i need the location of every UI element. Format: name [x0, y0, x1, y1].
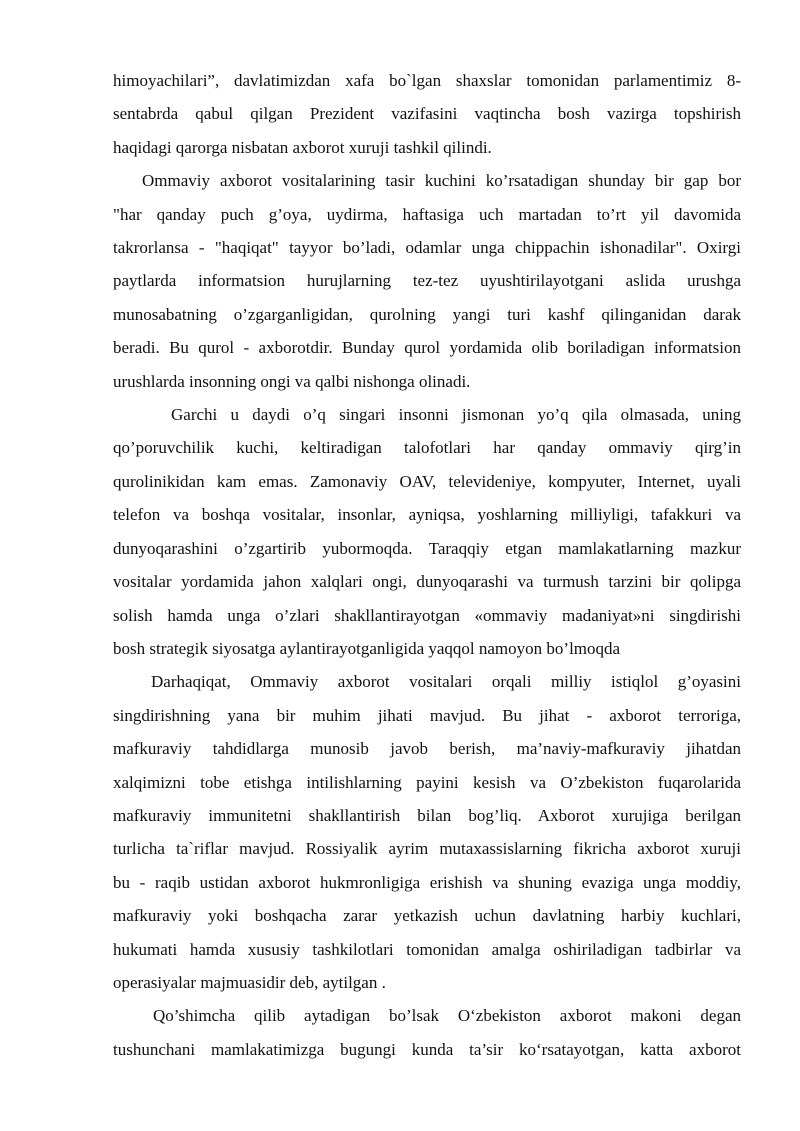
text-line: mafkuraviy immunitetni shakllantirish bilan bog’liq. Axborot xurujiga berilgan: [113, 805, 741, 825]
text-line: "har qanday puch g’oya, uydirma, haftasiga uch martadan to’rt yil davomida: [113, 204, 741, 224]
text-line: xalqimizni tobe etishga intilishlarning payini kesish va O’zbekiston fuqarolarida: [113, 772, 741, 792]
text-line: bosh strategik siyosatga aylantirayotganligida yaqqol namoyon bo’lmoqda: [113, 638, 621, 658]
text-line: takrorlansa - "haqiqat" tayyor bo’ladi, odamlar unga chippachin ishonadilar". Oxirgi: [113, 238, 741, 258]
text-line: qo’poruvchilik kuchi, keltiradigan talofotlari har qanday ommaviy qirg’in: [113, 438, 741, 458]
text-line: munosabatning o’zgarganligidan, qurolning yangi turi kashf qilinganidan darak: [113, 304, 741, 324]
text-line: telefon va boshqa vositalar, insonlar, ayniqsa, yoshlarning milliyligi, tafakkuri va: [113, 505, 741, 525]
text-line: sentabrda qabul qilgan Prezident vazifasini vaqtincha bosh vazirga topshirish: [113, 104, 741, 124]
text-line: urushlarda insonning ongi va qalbi nishonga olinadi.: [113, 371, 471, 391]
text-line: turlicha ta`riflar mavjud. Rossiyalik ayrim mutaxassislarning fikricha axborot xuruji: [113, 839, 741, 859]
text-line: mafkuraviy tahdidlarga munosib javob berish, ma’naviy-mafkuraviy jihatdan: [113, 739, 741, 759]
text-line: vositalar yordamida jahon xalqlari ongi, dunyoqarashi va turmush tarzini bir qolipga: [113, 572, 741, 592]
text-line: mafkuraviy yoki boshqacha zarar yetkazish uchun davlatning harbiy kuchlari,: [113, 906, 741, 926]
paragraph-1: [113, 64, 741, 164]
text-line: beradi. Bu qurol - axborotdir. Bunday qurol yordamida olib boriladigan informatsion: [113, 338, 741, 358]
text-line: himoyachilari”, davlatimizdan xafa bo`lgan shaxslar tomonidan parlamentimiz 8-: [113, 71, 741, 90]
text-line: qurolinikidan kam emas. Zamonaviy OAV, televideniye, kompyuter, Internet, uyali: [113, 471, 741, 491]
paragraph-3: [113, 398, 741, 665]
text-line: bu - raqib ustidan axborot hukmronligiga erishish va shuning evaziga unga moddiy,: [113, 872, 741, 892]
text-line: dunyoqarashini o’zgartirib yubormoqda. Taraqqiy etgan mamlakatlarning mazkur: [113, 538, 741, 558]
text-line: haqidagi qarorga nisbatan axborot xuruji tashkil qilindi.: [113, 137, 492, 157]
text-line: singdirishning yana bir muhim jihati mavjud. Bu jihat - axborot terroriga,: [113, 705, 741, 725]
text-line: operasiyalar majmuasidir deb, aytilgan .: [113, 972, 386, 992]
paragraph-2: [113, 164, 741, 398]
text-line: tushunchani mamlakatimizga bugungi kunda ta’sir ko‘rsatayotgan, katta axborot: [113, 1039, 741, 1059]
text-line: Ommaviy axborot vositalarining tasir kuchini ko’rsatadigan shunday bir gap bor: [142, 171, 741, 191]
text-line: Garchi u daydi o’q singari insonni jismonan yo’q qila olmasada, uning: [171, 405, 741, 425]
paragraph-4: [113, 665, 741, 999]
text-line: Darhaqiqat, Ommaviy axborot vositalari orqali milliy istiqlol g’oyasini: [151, 672, 741, 692]
document-page: [113, 64, 741, 1066]
text-line: hukumati hamda xususiy tashkilotlari tomonidan amalga oshiriladigan tadbirlar va: [113, 939, 741, 959]
paragraph-5: [113, 999, 741, 1066]
text-line: Qo’shimcha qilib aytadigan bo’lsak O‘zbekiston axborot makoni degan: [153, 1006, 741, 1026]
text-line: solish hamda unga o’zlari shakllantirayotgan «ommaviy madaniyat»ni singdirishi: [113, 605, 741, 625]
text-line: paytlarda informatsion hurujlarning tez-tez uyushtirilayotgani aslida urushga: [113, 271, 741, 291]
